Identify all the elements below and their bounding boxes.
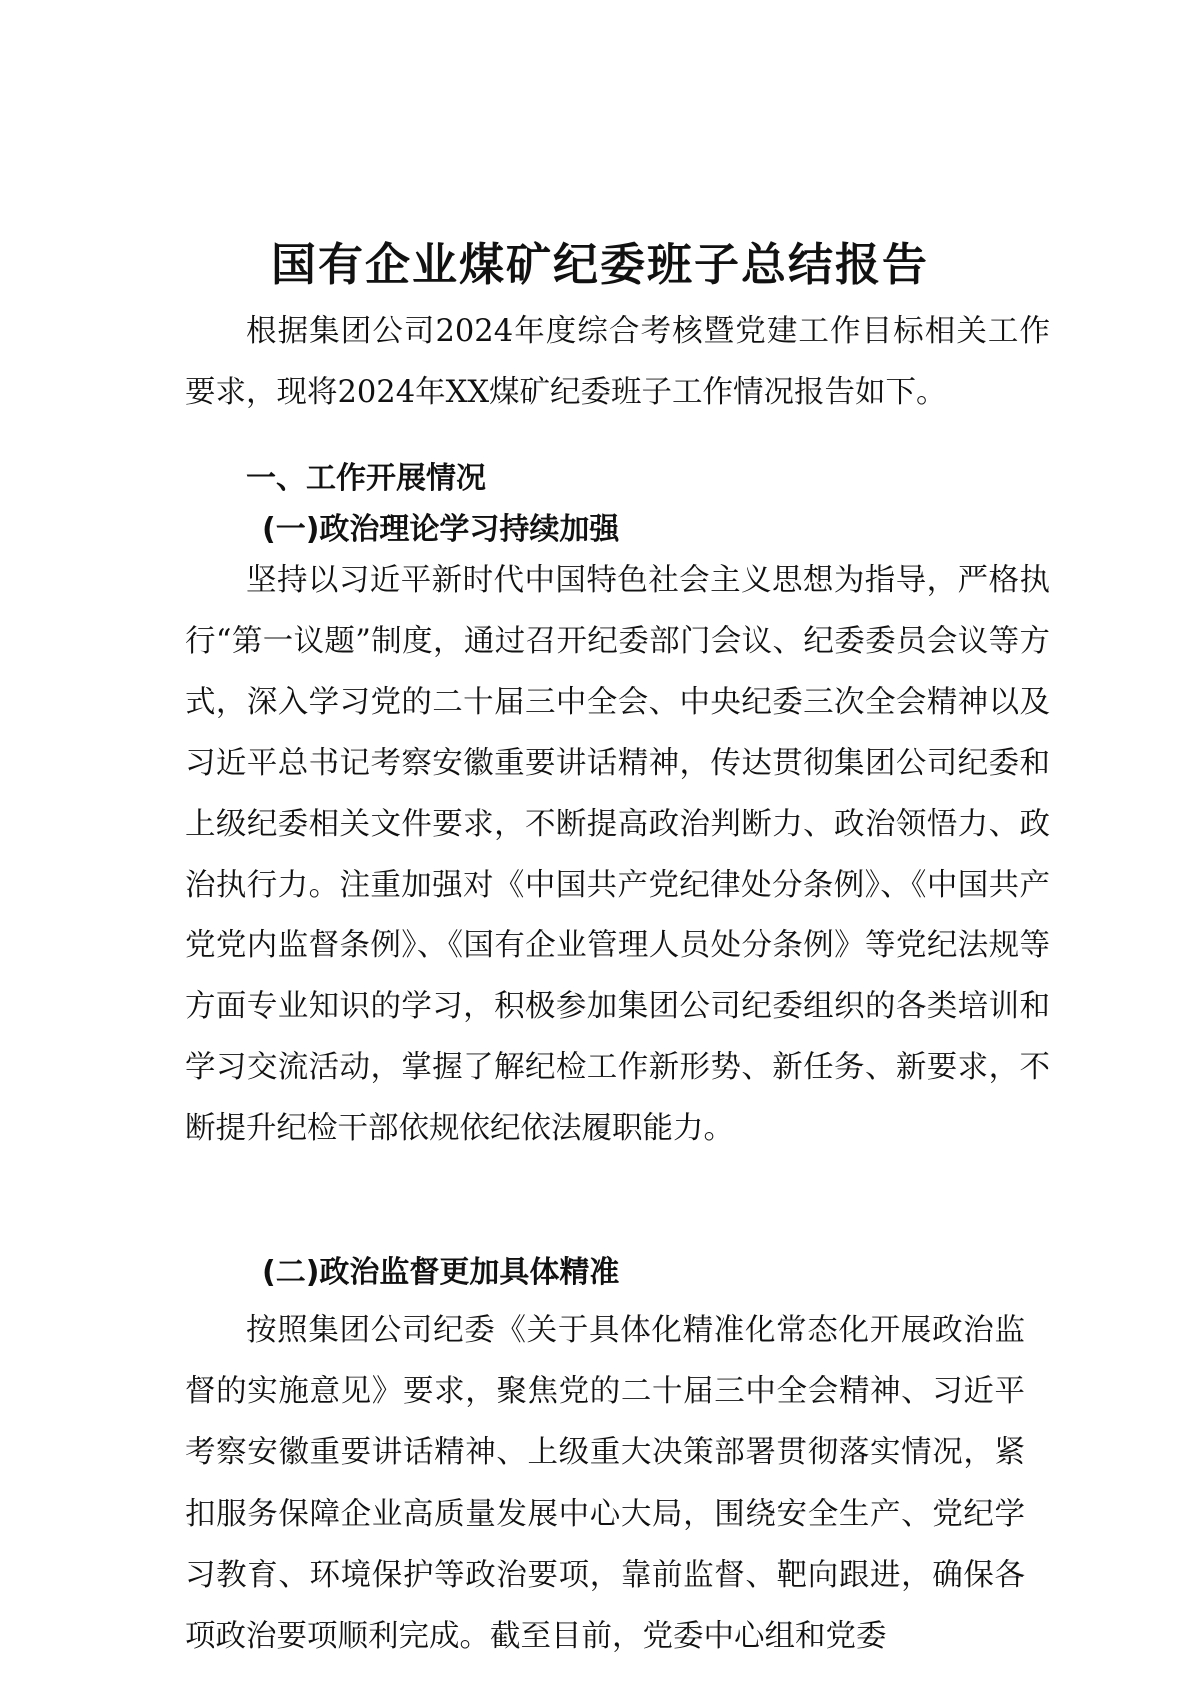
subsection-heading-political-study: (一)政治理论学习持续加强 [262,512,620,547]
subsection-heading-political-supervision: (二)政治监督更加具体精准 [262,1255,620,1290]
political-supervision-paragraph: 按照集团公司纪委《关于具体化精准化常态化开展政治监督的实施意见》要求，聚焦党的二十届三中全会精神、习近平考察安徽重要讲话精神、上级重大决策部署贯彻落实情况，紧扣服务保障企业高质量发展中心大局，围绕安全生产、党纪学习教育、环境保护等政治要项，靠前监督、靶向跟进，确保各项政治要项顺利完成。截至目前，党委中心组和党委 [185,1313,1025,1655]
political-study-paragraph: 坚持以习近平新时代中国特色社会主义思想为指导，严格执行“第一议题”制度，通过召开纪委部门会议、纪委委员会议等方式，深入学习党的二十届三中全会、中央纪委三次全会精神以及习近平总书记考察安徽重要讲话精神，传达贯彻集团公司纪委和上级纪委相关文件要求，不断提高政治判断力、政治领悟力、政治执行力。注重加强对《中国共产党纪律处分条例》、《中国共产党党内监督条例》、《国有企业管理人员处分条例》等党纪法规等方面专业知识的学习，积极参加集团公司纪委组织的各类培训和学习交流活动，掌握了解纪检工作新形势、新任务、新要求，不断提升纪检干部依规依纪依法履职能力。 [185,563,1050,1147]
document-title: 国有企业煤矿纪委班子总结报告 [270,238,929,292]
intro-paragraph: 根据集团公司2024年度综合考核暨党建工作目标相关工作要求，现将2024年XX煤矿纪委班子工作情况报告如下。 [185,314,1050,410]
section-heading-work-progress: 一、工作开展情况 [246,461,486,496]
